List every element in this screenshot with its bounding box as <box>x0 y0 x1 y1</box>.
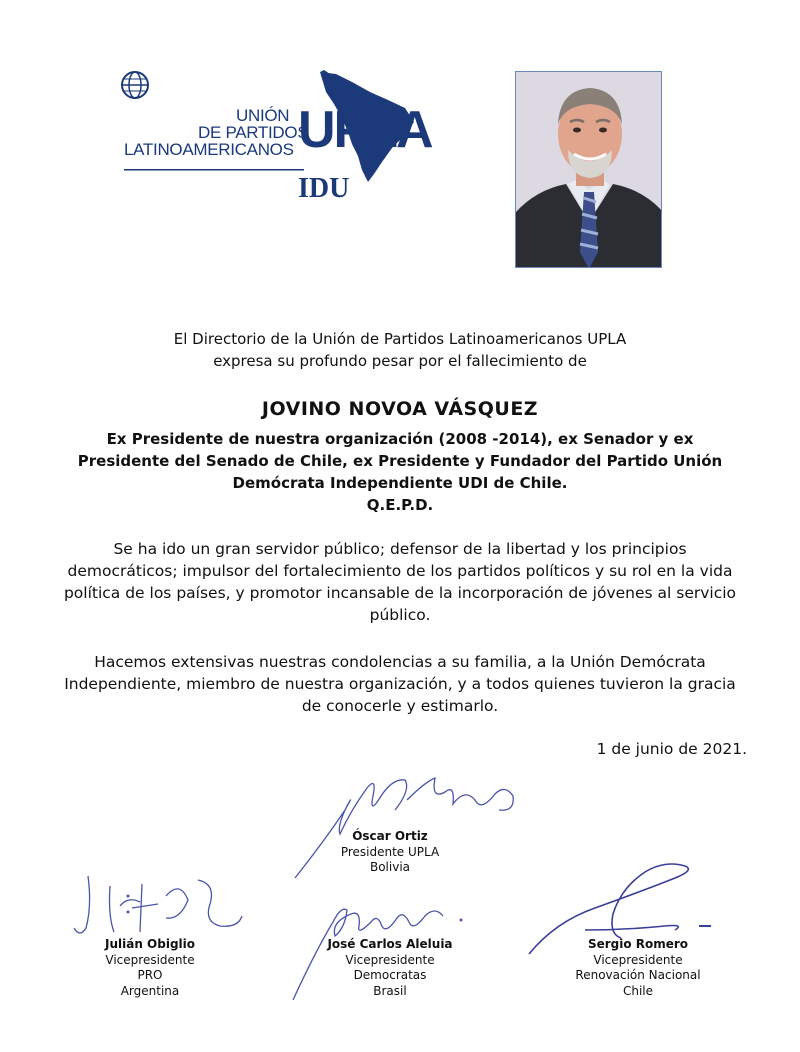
paragraph-line: de conocerle y estimarlo. <box>301 697 499 715</box>
paragraph-line: Se ha ido un gran servidor público; defensor de la libertad y los principios <box>113 540 687 558</box>
logo-upla: UPLA <box>298 101 432 159</box>
portrait-photo <box>515 71 662 268</box>
signatory-oscar <box>320 829 460 876</box>
paragraph-line: democráticos; impulsor del fortalecimiento de los partidos políticos y su rol en la vida <box>67 562 733 580</box>
paragraph-line: Hacemos extensivas nuestras condolencias a su familia, a la Unión Demócrata <box>94 653 706 671</box>
qepd: Q.E.P.D. <box>366 496 434 514</box>
logo-line-partidos: DE PARTIDOS <box>198 123 309 142</box>
signatory-title: Vicepresidente <box>105 952 195 967</box>
signatory-country: Bolivia <box>369 860 411 874</box>
globe-icon <box>120 70 150 100</box>
role-line: Demócrata Independiente UDI de Chile. <box>232 474 568 492</box>
signatory-country: Argentina <box>120 983 180 998</box>
signatory-name: Sergio Romero <box>587 937 689 951</box>
paragraph-line: público. <box>369 606 431 624</box>
document-date: 1 de junio de 2021. <box>596 740 747 758</box>
deceased-role <box>40 428 760 494</box>
logo-line-union: UNIÓN <box>236 106 290 125</box>
condolences-paragraph <box>40 651 760 717</box>
logo-divider <box>124 168 304 172</box>
intro-line: expresa su profundo pesar por el fallecimiento de <box>213 352 587 370</box>
signatory-name: José Carlos Aleluia <box>327 937 453 951</box>
portrait-icon <box>516 72 662 268</box>
signatory-sergio <box>548 937 728 999</box>
signatory-name: Óscar Ortiz <box>352 829 428 843</box>
role-line: Ex Presidente de nuestra organización (2008 -2014), ex Senador y ex <box>106 430 694 448</box>
logo-line-latinoamericanos: LATINOAMERICANOS <box>124 140 294 159</box>
logo-idu: IDU <box>298 173 350 204</box>
signatory-jose <box>300 937 480 999</box>
signatory-country: Brasil <box>373 983 407 998</box>
paragraph-line: Independiente, miembro de nuestra organización, y a todos quienes tuvieron la gracia <box>64 675 736 693</box>
paragraph-line: política de los países, y promotor incansable de la incorporación de jóvenes al servicio <box>63 584 737 602</box>
deceased-name: JOVINO NOVOA VÁSQUEZ <box>261 398 539 420</box>
tribute-paragraph <box>40 538 760 626</box>
signatory-party: PRO <box>137 968 163 982</box>
signatory-party: Democratas <box>353 968 427 982</box>
intro-line: El Directorio de la Unión de Partidos Latinoamericanos UPLA <box>173 330 627 348</box>
upla-idu-logo <box>120 70 432 210</box>
signatory-name: Julián Obiglio <box>104 937 196 951</box>
signatory-julian <box>80 937 220 999</box>
intro-text <box>0 328 800 372</box>
signatory-title: Vicepresidente <box>593 952 683 967</box>
signatory-country: Chile <box>622 983 654 998</box>
signatory-party: Renovación Nacional <box>575 968 701 982</box>
signature-julian-icon <box>70 866 250 946</box>
role-line: Presidente del Senado de Chile, ex Presidente y Fundador del Partido Unión <box>77 452 723 470</box>
signatory-title: Vicepresidente <box>345 952 435 967</box>
signatory-title: Presidente UPLA <box>340 844 440 859</box>
